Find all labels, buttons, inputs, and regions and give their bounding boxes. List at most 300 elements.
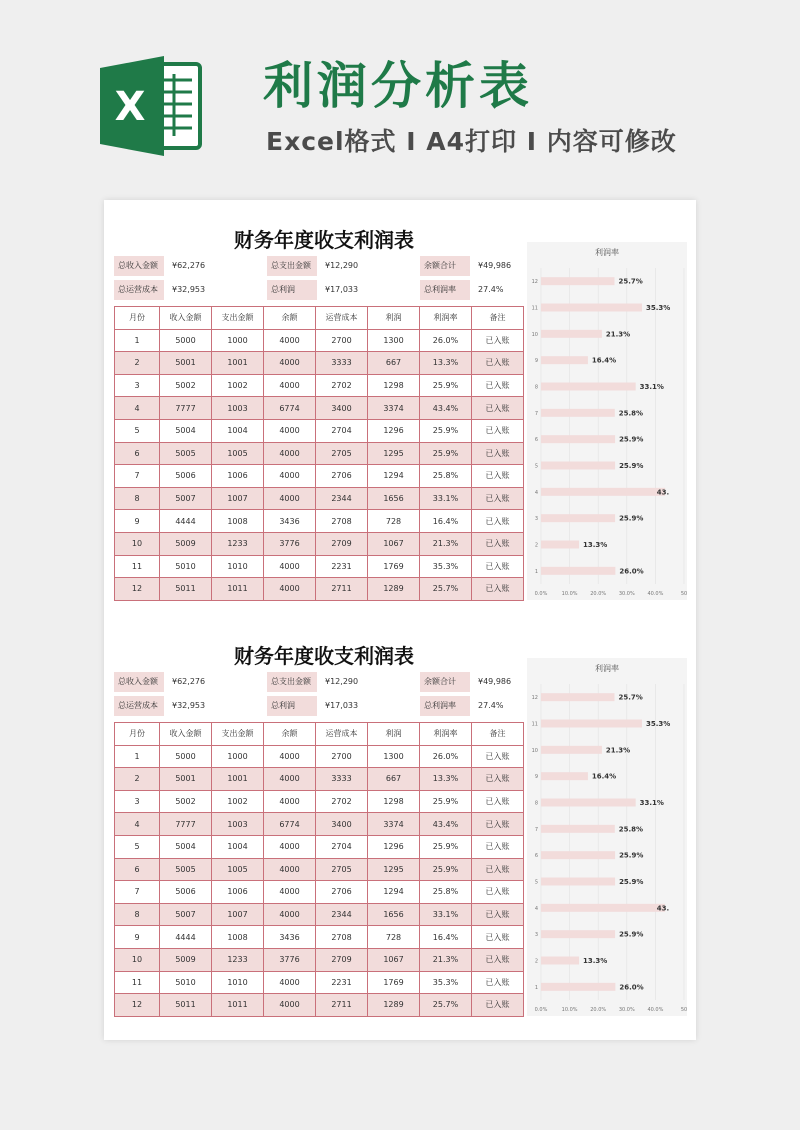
table-row — [115, 578, 524, 601]
table-cell: 4000 — [264, 903, 316, 926]
chart-data-label: 43. — [656, 488, 670, 497]
column-header: 收入金额 — [160, 723, 212, 746]
table-cell: 1004 — [212, 835, 264, 858]
chart-title: 利润率 — [595, 248, 619, 257]
table-cell: 6 — [115, 858, 160, 881]
column-header: 收入金额 — [160, 307, 212, 330]
table-cell: 1289 — [368, 578, 420, 601]
table-cell: 3333 — [316, 352, 368, 375]
chart-data-label: 21.3% — [605, 330, 631, 339]
chart-bar — [541, 541, 579, 549]
table-row — [115, 555, 524, 578]
chart-bar — [541, 746, 602, 754]
total-income-value: ¥62,276 — [172, 677, 206, 686]
table-cell: 25.9% — [420, 442, 472, 465]
chart-bar — [541, 304, 642, 312]
total-profit-label: 总利润 — [267, 280, 317, 300]
table-row — [115, 813, 524, 836]
chart-tick-label: 10.0% — [561, 591, 578, 597]
table-cell: 5010 — [160, 971, 212, 994]
balance-label: 余额合计 — [420, 256, 470, 276]
chart-tick-label: 40.0% — [647, 1007, 664, 1013]
table-cell: 5006 — [160, 465, 212, 488]
table-cell: 4000 — [264, 578, 316, 601]
table-cell: 2708 — [316, 926, 368, 949]
table-cell: 4000 — [264, 790, 316, 813]
profit-rate-label: 总利润率 — [420, 696, 470, 716]
table-row — [115, 881, 524, 904]
profit-rate-chart — [527, 658, 687, 1016]
table-cell: 2709 — [316, 948, 368, 971]
table-cell: 4000 — [264, 858, 316, 881]
table-cell: 4 — [115, 813, 160, 836]
table-cell: 2705 — [316, 858, 368, 881]
table-cell: 2706 — [316, 465, 368, 488]
table-cell: 1003 — [212, 813, 264, 836]
table-cell: 3776 — [264, 532, 316, 555]
profit-rate-value: 27.4% — [478, 285, 504, 294]
table-cell: 1298 — [368, 790, 420, 813]
chart-category-label: 5 — [534, 879, 538, 886]
table-cell: 5010 — [160, 555, 212, 578]
table-cell: 3400 — [316, 813, 368, 836]
table-cell: 2 — [115, 352, 160, 375]
chart-data-label: 35.3% — [645, 720, 671, 728]
chart-category-label: 1 — [534, 568, 538, 575]
table-row — [115, 745, 524, 768]
table-row — [115, 994, 524, 1017]
table-cell: 1006 — [212, 881, 264, 904]
chart-category-label: 5 — [534, 463, 538, 470]
chart-category-label: 3 — [534, 932, 538, 939]
table-cell: 1067 — [368, 948, 420, 971]
table-cell: 4000 — [264, 374, 316, 397]
table-cell: 已入账 — [472, 374, 524, 397]
table-cell: 5007 — [160, 903, 212, 926]
total-profit-value: ¥17,033 — [325, 701, 359, 710]
table-cell: 已入账 — [472, 903, 524, 926]
table-cell: 已入账 — [472, 948, 524, 971]
chart-data-label: 25.9% — [619, 514, 644, 523]
chart-data-label: 16.4% — [591, 356, 617, 365]
table-cell: 1006 — [212, 465, 264, 488]
chart-category-label: 11 — [531, 721, 538, 728]
table-cell: 3333 — [316, 768, 368, 791]
table-cell: 26.0% — [420, 745, 472, 768]
table-cell: 1010 — [212, 971, 264, 994]
table-cell: 1298 — [368, 374, 420, 397]
chart-category-label: 4 — [534, 489, 538, 496]
chart-tick-label: 40.0% — [647, 591, 664, 597]
table-cell: 4000 — [264, 465, 316, 488]
table-cell: 3776 — [264, 948, 316, 971]
table-cell: 25.9% — [420, 790, 472, 813]
table-cell: 43.4% — [420, 813, 472, 836]
column-header: 余额 — [264, 723, 316, 746]
chart-title: 利润率 — [595, 664, 619, 673]
table-cell: 1002 — [212, 374, 264, 397]
column-header: 利润率 — [420, 307, 472, 330]
chart-data-label: 25.9% — [619, 435, 644, 444]
table-cell: 1 — [115, 329, 160, 352]
table-cell: 25.9% — [420, 419, 472, 442]
table-row — [115, 487, 524, 510]
chart-bar — [541, 488, 665, 496]
table-row — [115, 926, 524, 949]
table-cell: 2706 — [316, 881, 368, 904]
table-cell: 1000 — [212, 329, 264, 352]
chart-data-label: 33.1% — [639, 799, 664, 807]
table-cell: 已入账 — [472, 352, 524, 375]
table-cell: 1007 — [212, 487, 264, 510]
chart-tick-label: 20.0% — [590, 1007, 607, 1013]
table-cell: 4000 — [264, 352, 316, 375]
table-cell: 已入账 — [472, 858, 524, 881]
chart-svg — [527, 658, 687, 1016]
table-header-row — [115, 307, 524, 330]
chart-tick-label: 20.0% — [590, 591, 607, 597]
table-cell: 25.9% — [420, 835, 472, 858]
chart-category-label: 12 — [531, 695, 538, 702]
table-cell: 1008 — [212, 510, 264, 533]
table-cell: 26.0% — [420, 329, 472, 352]
chart-data-label: 25.9% — [619, 878, 644, 886]
balance-value: ¥49,986 — [478, 261, 512, 270]
table-cell: 1000 — [212, 745, 264, 768]
column-header: 支出金额 — [212, 723, 264, 746]
chart-bar — [541, 720, 642, 728]
table-cell: 1005 — [212, 858, 264, 881]
table-cell: 4000 — [264, 419, 316, 442]
total-income-label: 总收入金额 — [114, 256, 164, 276]
page-title: 利润分析表 — [263, 57, 533, 115]
table-cell: 16.4% — [420, 926, 472, 949]
table-cell: 7 — [115, 881, 160, 904]
balance-value: ¥49,986 — [478, 677, 512, 686]
table-cell: 16.4% — [420, 510, 472, 533]
profit-rate-value: 27.4% — [478, 701, 504, 710]
column-header: 月份 — [115, 723, 160, 746]
table-row — [115, 397, 524, 420]
chart-category-label: 7 — [534, 410, 538, 417]
chart-bar — [541, 383, 636, 391]
table-cell: 已入账 — [472, 926, 524, 949]
table-cell: 5007 — [160, 487, 212, 510]
table-cell: 9 — [115, 926, 160, 949]
column-header: 备注 — [472, 307, 524, 330]
table-row — [115, 329, 524, 352]
table-cell: 3374 — [368, 397, 420, 420]
chart-category-label: 2 — [534, 542, 538, 549]
table-cell: 10 — [115, 948, 160, 971]
sheet-section — [114, 616, 689, 1016]
table-cell: 21.3% — [420, 532, 472, 555]
table-cell: 25.7% — [420, 578, 472, 601]
column-header: 支出金额 — [212, 307, 264, 330]
table-cell: 11 — [115, 971, 160, 994]
table-cell: 5000 — [160, 745, 212, 768]
table-cell: 25.9% — [420, 858, 472, 881]
chart-category-label: 8 — [534, 384, 538, 391]
total-profit-label: 总利润 — [267, 696, 317, 716]
table-cell: 1011 — [212, 994, 264, 1017]
table-cell: 2711 — [316, 578, 368, 601]
table-cell: 4444 — [160, 926, 212, 949]
table-cell: 2709 — [316, 532, 368, 555]
table-cell: 12 — [115, 578, 160, 601]
table-row — [115, 352, 524, 375]
table-cell: 5001 — [160, 768, 212, 791]
table-cell: 4000 — [264, 442, 316, 465]
table-cell: 1300 — [368, 329, 420, 352]
table-cell: 1008 — [212, 926, 264, 949]
table-cell: 5005 — [160, 858, 212, 881]
table-cell: 1289 — [368, 994, 420, 1017]
column-header: 月份 — [115, 307, 160, 330]
table-cell: 25.7% — [420, 994, 472, 1017]
table-cell: 4000 — [264, 745, 316, 768]
table-cell: 11 — [115, 555, 160, 578]
document-page — [104, 200, 696, 1040]
table-cell: 2708 — [316, 510, 368, 533]
total-cost-value: ¥32,953 — [172, 701, 206, 710]
table-cell: 3436 — [264, 510, 316, 533]
chart-bar — [541, 693, 615, 701]
chart-category-label: 9 — [534, 774, 538, 781]
table-cell: 已入账 — [472, 419, 524, 442]
chart-category-label: 4 — [534, 905, 538, 912]
chart-bar — [541, 277, 615, 285]
chart-bar — [541, 904, 665, 912]
table-cell: 6 — [115, 442, 160, 465]
table-cell: 已入账 — [472, 329, 524, 352]
chart-bar — [541, 957, 579, 965]
chart-data-label: 13.3% — [583, 957, 608, 965]
table-cell: 已入账 — [472, 813, 524, 836]
chart-tick-label: 50 — [680, 1007, 687, 1013]
table-cell: 1300 — [368, 745, 420, 768]
table-cell: 1067 — [368, 532, 420, 555]
chart-tick-label: 0.0% — [534, 1007, 548, 1013]
table-cell: 4000 — [264, 329, 316, 352]
chart-category-label: 1 — [534, 984, 538, 991]
chart-svg — [527, 242, 687, 600]
table-cell: 5005 — [160, 442, 212, 465]
table-cell: 1769 — [368, 971, 420, 994]
table-cell: 1296 — [368, 419, 420, 442]
chart-data-label: 26.0% — [619, 983, 644, 992]
table-cell: 1001 — [212, 352, 264, 375]
table-cell: 5002 — [160, 374, 212, 397]
table-cell: 728 — [368, 926, 420, 949]
table-cell: 6774 — [264, 397, 316, 420]
chart-bar — [541, 462, 615, 470]
table-cell: 5011 — [160, 578, 212, 601]
chart-data-label: 25.9% — [619, 930, 644, 939]
chart-bar — [541, 409, 615, 417]
table-cell: 6774 — [264, 813, 316, 836]
chart-data-label: 33.1% — [639, 383, 664, 391]
chart-bar — [541, 825, 615, 833]
table-cell: 1769 — [368, 555, 420, 578]
table-cell: 43.4% — [420, 397, 472, 420]
profit-rate-chart — [527, 242, 687, 600]
table-cell: 10 — [115, 532, 160, 555]
table-cell: 已入账 — [472, 578, 524, 601]
chart-category-label: 12 — [531, 279, 538, 286]
chart-bar — [541, 514, 615, 522]
table-cell: 3436 — [264, 926, 316, 949]
table-cell: 2231 — [316, 971, 368, 994]
chart-category-label: 6 — [534, 437, 538, 444]
table-cell: 2231 — [316, 555, 368, 578]
chart-bar — [541, 983, 615, 991]
table-cell: 2711 — [316, 994, 368, 1017]
chart-category-label: 9 — [534, 358, 538, 365]
chart-tick-label: 0.0% — [534, 591, 548, 597]
table-cell: 1295 — [368, 858, 420, 881]
table-cell: 1 — [115, 745, 160, 768]
table-cell: 8 — [115, 903, 160, 926]
table-cell: 已入账 — [472, 745, 524, 768]
table-cell: 已入账 — [472, 465, 524, 488]
table-cell: 13.3% — [420, 768, 472, 791]
table-cell: 已入账 — [472, 881, 524, 904]
table-cell: 4 — [115, 397, 160, 420]
total-expense-value: ¥12,290 — [325, 261, 359, 270]
profit-rate-label: 总利润率 — [420, 280, 470, 300]
table-cell: 1004 — [212, 419, 264, 442]
table-row — [115, 532, 524, 555]
chart-data-label: 35.3% — [645, 304, 671, 312]
table-cell: 已入账 — [472, 835, 524, 858]
table-cell: 25.8% — [420, 881, 472, 904]
table-cell: 5009 — [160, 948, 212, 971]
chart-bar — [541, 330, 602, 338]
chart-category-label: 3 — [534, 516, 538, 523]
table-cell: 7777 — [160, 397, 212, 420]
column-header: 余额 — [264, 307, 316, 330]
table-cell: 5000 — [160, 329, 212, 352]
chart-bar — [541, 930, 615, 938]
total-expense-label: 总支出金额 — [267, 672, 317, 692]
table-cell: 5004 — [160, 419, 212, 442]
table-cell: 2705 — [316, 442, 368, 465]
table-cell: 1294 — [368, 881, 420, 904]
table-cell: 3374 — [368, 813, 420, 836]
table-row — [115, 903, 524, 926]
chart-bar — [541, 772, 588, 780]
table-cell: 已入账 — [472, 994, 524, 1017]
table-cell: 1010 — [212, 555, 264, 578]
table-cell: 2700 — [316, 329, 368, 352]
excel-logo-icon — [100, 56, 210, 156]
chart-tick-label: 30.0% — [618, 591, 635, 597]
column-header: 备注 — [472, 723, 524, 746]
table-cell: 已入账 — [472, 555, 524, 578]
chart-category-label: 2 — [534, 958, 538, 965]
column-header: 利润 — [368, 723, 420, 746]
table-cell: 2702 — [316, 374, 368, 397]
column-header: 利润率 — [420, 723, 472, 746]
column-header: 运营成本 — [316, 307, 368, 330]
table-cell: 4000 — [264, 487, 316, 510]
table-cell: 已入账 — [472, 487, 524, 510]
column-header: 运营成本 — [316, 723, 368, 746]
table-cell: 7777 — [160, 813, 212, 836]
chart-category-label: 6 — [534, 853, 538, 860]
table-cell: 13.3% — [420, 352, 472, 375]
table-row — [115, 419, 524, 442]
table-cell: 5001 — [160, 352, 212, 375]
total-expense-label: 总支出金额 — [267, 256, 317, 276]
table-cell: 已入账 — [472, 397, 524, 420]
chart-bar — [541, 851, 615, 859]
table-cell: 已入账 — [472, 532, 524, 555]
chart-bar — [541, 799, 636, 807]
chart-data-label: 25.8% — [618, 825, 644, 834]
chart-data-label: 25.7% — [618, 693, 643, 702]
table-cell: 33.1% — [420, 903, 472, 926]
chart-bar — [541, 567, 615, 575]
table-cell: 1233 — [212, 948, 264, 971]
table-cell: 4000 — [264, 881, 316, 904]
table-cell: 2704 — [316, 419, 368, 442]
table-cell: 1003 — [212, 397, 264, 420]
total-income-label: 总收入金额 — [114, 672, 164, 692]
balance-label: 余额合计 — [420, 672, 470, 692]
chart-data-label: 43. — [656, 904, 670, 913]
table-cell: 3 — [115, 374, 160, 397]
table-row — [115, 858, 524, 881]
table-cell: 667 — [368, 768, 420, 791]
table-cell: 3400 — [316, 397, 368, 420]
chart-category-label: 11 — [531, 305, 538, 312]
chart-data-label: 25.9% — [619, 851, 644, 860]
chart-data-label: 13.3% — [583, 541, 608, 549]
table-cell: 2700 — [316, 745, 368, 768]
chart-data-label: 26.0% — [619, 567, 644, 576]
table-cell: 1011 — [212, 578, 264, 601]
excel-logo-letter: X — [114, 84, 146, 130]
table-cell: 33.1% — [420, 487, 472, 510]
table-cell: 9 — [115, 510, 160, 533]
table-cell: 1295 — [368, 442, 420, 465]
table-cell: 1656 — [368, 903, 420, 926]
table-cell: 已入账 — [472, 442, 524, 465]
chart-data-label: 21.3% — [605, 746, 631, 755]
table-cell: 12 — [115, 994, 160, 1017]
table-cell: 2702 — [316, 790, 368, 813]
table-row — [115, 790, 524, 813]
table-cell: 5011 — [160, 994, 212, 1017]
total-income-value: ¥62,276 — [172, 261, 206, 270]
chart-data-label: 16.4% — [591, 772, 617, 781]
table-cell: 667 — [368, 352, 420, 375]
table-cell: 2704 — [316, 835, 368, 858]
table-row — [115, 971, 524, 994]
chart-category-label: 10 — [531, 747, 538, 754]
profit-table — [114, 722, 524, 1017]
table-cell: 1007 — [212, 903, 264, 926]
chart-category-label: 7 — [534, 826, 538, 833]
table-cell: 5009 — [160, 532, 212, 555]
table-header-row — [115, 723, 524, 746]
table-cell: 已入账 — [472, 510, 524, 533]
table-cell: 1233 — [212, 532, 264, 555]
table-row — [115, 442, 524, 465]
table-cell: 4000 — [264, 768, 316, 791]
